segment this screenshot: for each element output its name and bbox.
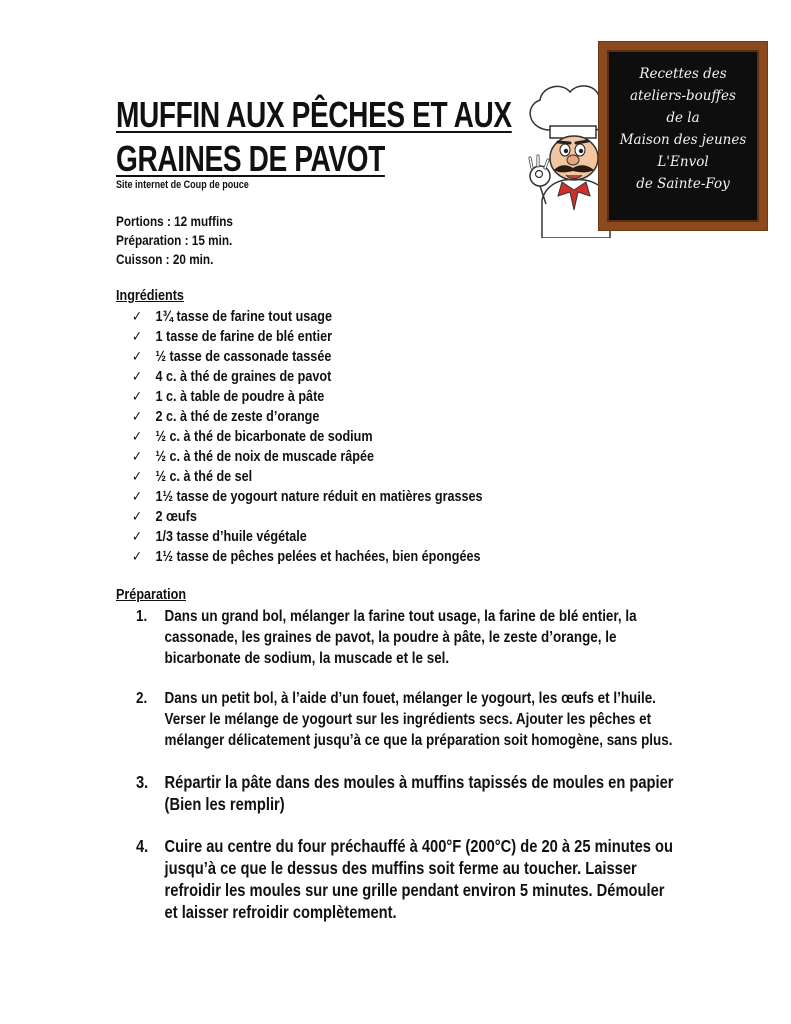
ingredient-text: 1½ tasse de pêches pelées et hachées, bien épongées [155,548,481,565]
list-item [136,835,674,923]
list-item [132,347,483,367]
recipe-title-line-2: GRAINES DE PAVOT [116,138,385,179]
recipe-meta [116,212,233,269]
step-text: Dans un grand bol, mélanger la farine tout usage, la farine de blé entier, la cassonade, les graines de pavot, la poudre à pâte, le zeste d’orange, le bicarbonate de sodium, la muscade et le sel. [164,608,637,667]
checkmark-icon: ✓ [132,449,142,465]
step-text: Cuire au centre du four préchauffé à 400°F (200°C) de 20 à 25 minutes ou jusqu’à ce que le dessus des muffins soit ferme au toucher. Laisser refroidir les moules sur une grille pendant environ 5 minutes. Démouler et laisser refroidir complètement. [164,836,673,922]
board-line: Recettes des [639,66,727,82]
list-item [136,771,674,815]
preparation-steps [136,606,674,923]
portions: Portions : 12 muffins [116,213,233,229]
checkmark-icon: ✓ [132,309,142,325]
step-number: 3. [136,772,149,792]
list-item [132,327,483,347]
checkmark-icon: ✓ [132,349,142,365]
list-item [132,427,483,447]
ingredients-heading: Ingrédients [116,287,184,304]
list-item [132,307,483,327]
step-number: 1. [136,608,148,625]
prep-time: Préparation : 15 min. [116,232,233,248]
ingredient-text: 1 tasse de farine de blé entier [155,328,332,345]
step-number: 2. [136,690,148,707]
list-item [132,487,483,507]
checkmark-icon: ✓ [132,469,142,485]
checkmark-icon: ✓ [132,489,142,505]
checkmark-icon: ✓ [132,549,142,565]
ingredient-text: 1¾ tasse de farine tout usage [155,308,332,325]
preparation-heading: Préparation [116,586,187,603]
ingredient-text: 1½ tasse de yogourt nature réduit en matières grasses [155,488,483,505]
list-item [132,367,483,387]
cook-time: Cuisson : 20 min. [116,251,214,267]
checkmark-icon: ✓ [132,329,142,345]
checkmark-icon: ✓ [132,429,142,445]
list-item [132,527,483,547]
list-item [132,467,483,487]
ingredient-text: ½ tasse de cassonade tassée [155,348,332,365]
recipe-title-line-1: MUFFIN AUX PÊCHES ET AUX [116,94,512,135]
checkmark-icon: ✓ [132,389,142,405]
ingredient-text: 2 œufs [155,508,197,525]
recipe-source: Site internet de Coup de pouce [116,179,249,191]
checkmark-icon: ✓ [132,529,142,545]
step-text: Répartir la pâte dans des moules à muffins tapissés de moules en papier (Bien les remplir) [164,772,674,814]
ingredient-text: 1/3 tasse d’huile végétale [155,528,307,545]
board-line: ateliers-bouffes [630,88,736,104]
recipe-title [116,93,512,181]
checkmark-icon: ✓ [132,409,142,425]
checkmark-icon: ✓ [132,369,142,385]
list-item [136,606,674,669]
board-line: de Sainte-Foy [636,176,730,192]
ingredient-text: 2 c. à thé de zeste d’orange [155,408,320,425]
board-line: Maison des jeunes [619,132,747,148]
ingredient-text: 4 c. à thé de graines de pavot [155,368,332,385]
step-text: Dans un petit bol, à l’aide d’un fouet, mélanger le yogourt, les œufs et l’huile. Verser le mélange de yogourt sur les ingrédients secs. Ajouter les pêches et mélanger délicatement jusqu’à ce que la préparation soit homogène, sans plus. [164,690,673,749]
ingredient-text: ½ c. à thé de sel [155,468,253,485]
step-number: 4. [136,836,149,856]
board-line: L'Envol [657,154,709,170]
checkmark-icon: ✓ [132,509,142,525]
board-line: de la [666,110,700,126]
list-item [132,507,483,527]
chalkboard-sign [599,42,767,230]
ingredient-text: 1 c. à table de poudre à pâte [155,388,325,405]
ingredient-text: ½ c. à thé de bicarbonate de sodium [155,428,373,445]
ingredients-list [132,307,483,567]
ingredient-text: ½ c. à thé de noix de muscade râpée [155,448,375,465]
list-item [132,447,483,467]
list-item [132,407,483,427]
list-item [132,547,483,567]
list-item [132,387,483,407]
list-item [136,688,674,751]
